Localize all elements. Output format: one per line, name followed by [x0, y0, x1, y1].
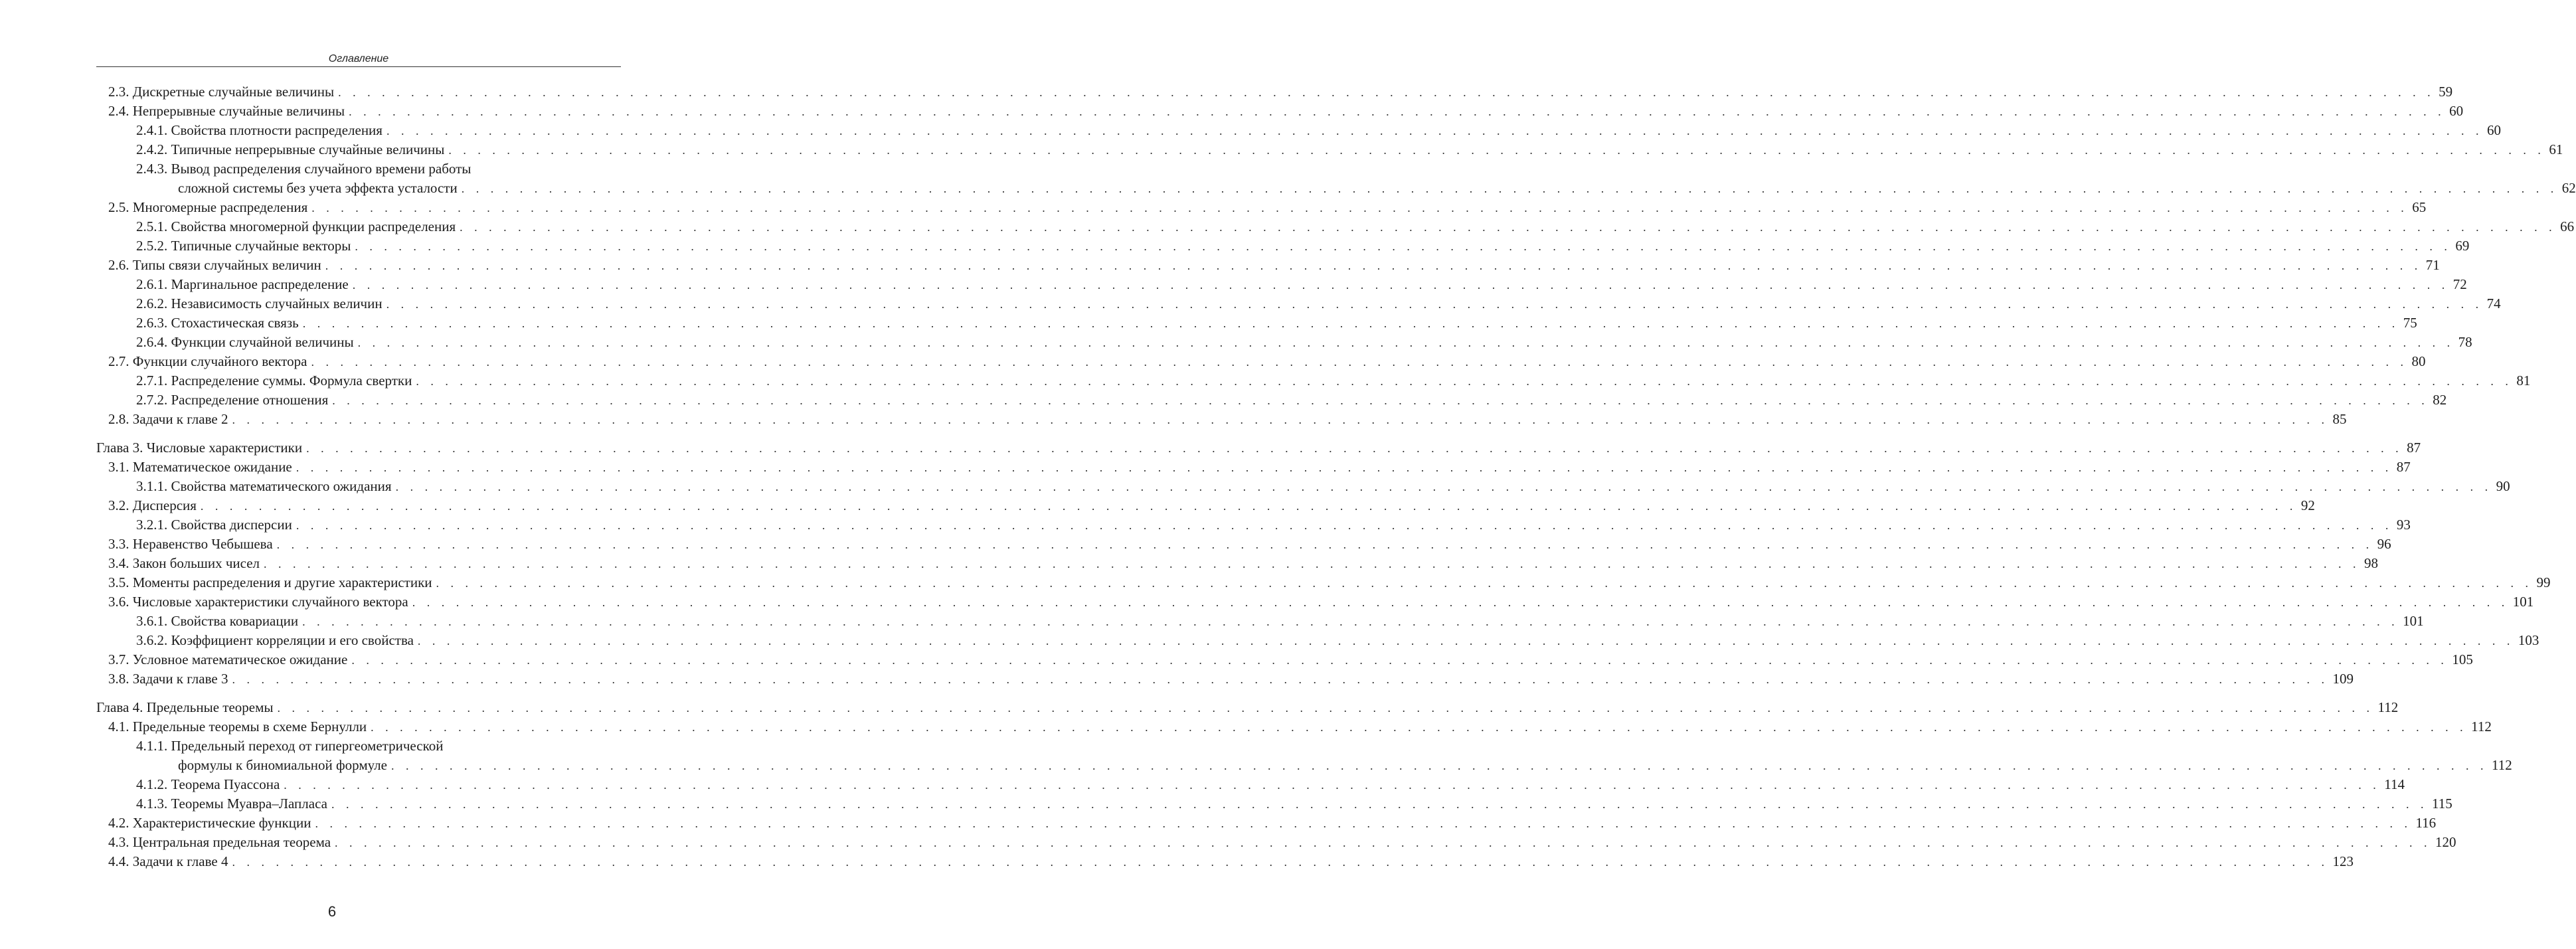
toc-entry[interactable]	[0, 313, 2417, 333]
page-number: 6	[327, 903, 337, 920]
toc-entry-title: 3.3. Неравенство Чебышева	[108, 536, 273, 552]
toc-entry-page: 101	[2512, 594, 2534, 610]
toc-entry[interactable]	[0, 275, 2467, 294]
toc-entry-page: 62	[2561, 180, 2576, 196]
toc-entry-page: 112	[2491, 757, 2512, 773]
toc-entry-title: Глава 3. Числовые характеристики	[96, 440, 303, 456]
toc-entry-page: 80	[2411, 353, 2426, 369]
toc-entry-page: 99	[2536, 574, 2551, 590]
running-header-title: Оглавление	[328, 53, 389, 64]
toc-leader: . . . . . . . . . . . . . . . . . . . . . . . . . . . . . . . . . . . . . . . . . . . . . . . . . . . . . . . . . . . . . . . . . . . . . . . . . . . . . . . . . . . . . . . . . . . . . . . . . . . . . . . . . . . . . . . . . . . . . . . . . . . . . . . . . . . . . . . . . . . . . . . .	[284, 778, 2381, 792]
toc-leader: . . . . . . . . . . . . . . . . . . . . . . . . . . . . . . . . . . . . . . . . . . . . . . . . . . . . . . . . . . . . . . . . . . . . . . . . . . . . . . . . . . . . . . . . . . . . . . . . . . . . . . . . . . . . . . . . . . . . . . . . . . . . . . . . . . . . . . . . . . . . . . . .	[390, 759, 2488, 772]
toc-entry-title: Глава 4. Предельные теоремы	[96, 699, 274, 715]
toc-entry-page: 90	[2496, 478, 2510, 494]
toc-leader: . . . . . . . . . . . . . . . . . . . . . . . . . . . . . . . . . . . . . . . . . . . . . . . . . . . . . . . . . . . . . . . . . . . . . . . . . . . . . . . . . . . . . . . . . . . . . . . . . . . . . . . . . . . . . . . . . . . . . . . . . . . . . . . . . . . . . . . . . . . . . . . .	[311, 355, 2408, 369]
toc-entry-page: 93	[2396, 517, 2411, 533]
toc-leader: . . . . . . . . . . . . . . . . . . . . . . . . . . . . . . . . . . . . . . . . . . . . . . . . . . . . . . . . . . . . . . . . . . . . . . . . . . . . . . . . . . . . . . . . . . . . . . . . . . . . . . . . . . . . . . . . . . . . . . . . . . . . . . . . . . . . . . . . . . . . . . . .	[352, 278, 2449, 292]
toc-entry-title: 3.1.1. Свойства математического ожидания	[136, 478, 392, 494]
toc-entry[interactable]	[0, 573, 2551, 592]
toc-entry[interactable]	[0, 736, 2512, 775]
toc-entry-title: 2.6.1. Маргинальное распределение	[136, 276, 349, 292]
toc-entry-title: 2.4.3. Вывод распределения случайного времени работы	[136, 161, 472, 177]
toc-entry-title: 2.6.4. Функции случайной величины	[136, 334, 354, 350]
toc-leader: . . . . . . . . . . . . . . . . . . . . . . . . . . . . . . . . . . . . . . . . . . . . . . . . . . . . . . . . . . . . . . . . . . . . . . . . . . . . . . . . . . . . . . . . . . . . . . . . . . . . . . . . . . . . . . . . . . . . . . . . . . . . . . . . . . . . . . . . . . . . . . . .	[416, 375, 2513, 388]
toc-leader: . . . . . . . . . . . . . . . . . . . . . . . . . . . . . . . . . . . . . . . . . . . . . . . . . . . . . . . . . . . . . . . . . . . . . . . . . . . . . . . . . . . . . . . . . . . . . . . . . . . . . . . . . . . . . . . . . . . . . . . . . . . . . . . . . . . . . . . . . . . . . . . .	[386, 124, 2483, 137]
toc-leader: . . . . . . . . . . . . . . . . . . . . . . . . . . . . . . . . . . . . . . . . . . . . . . . . . . . . . . . . . . . . . . . . . . . . . . . . . . . . . . . . . . . . . . . . . . . . . . . . . . . . . . . . . . . . . . . . . . . . . . . . . . . . . . . . . . . . . . . . . . . . . . . .	[325, 259, 2422, 272]
toc-entry[interactable]	[0, 554, 2379, 573]
toc-entry-page: 101	[2403, 613, 2424, 629]
toc-entry-title: 2.4. Непрерывные случайные величины	[108, 103, 345, 119]
toc-entry-page: 78	[2458, 334, 2472, 350]
toc-entry-page: 85	[2332, 411, 2347, 427]
toc-entry-title: 2.6.3. Стохастическая связь	[136, 315, 299, 331]
toc-entry-page: 123	[2332, 853, 2354, 869]
toc-leader: . . . . . . . . . . . . . . . . . . . . . . . . . . . . . . . . . . . . . . . . . . . . . . . . . . . . . . . . . . . . . . . . . . . . . . . . . . . . . . . . . . . . . . . . . . . . . . . . . . . . . . . . . . . . . . . . . . . . . . . . . . . . . . . . . . . . . . . . . . . . . . . .	[332, 394, 2429, 407]
toc-entry-title: 4.2. Характеристические функции	[108, 815, 311, 831]
toc-entry-title: 4.4. Задачи к главе 4	[108, 853, 228, 869]
toc-leader: . . . . . . . . . . . . . . . . . . . . . . . . . . . . . . . . . . . . . . . . . . . . . . . . . . . . . . . . . . . . . . . . . . . . . . . . . . . . . . . . . . . . . . . . . . . . . . . . . . . . . . . . . . . . . . . . . . . . . . . . . . . . . . . . . . . . . . . . . . . . . . . .	[232, 673, 2329, 686]
toc-entry-page: 61	[2549, 141, 2563, 157]
toc-entry[interactable]	[0, 612, 2424, 631]
toc-leader: . . . . . . . . . . . . . . . . . . . . . . . . . . . . . . . . . . . . . . . . . . . . . . . . . . . . . . . . . . . . . . . . . . . . . . . . . . . . . . . . . . . . . . . . . . . . . . . . . . . . . . . . . . . . . . . . . . . . . . . . . . . . . . . . . . . . . . . . . . . . . . . .	[436, 576, 2533, 590]
chapter-gap	[0, 429, 664, 438]
toc-entry-page: 103	[2518, 632, 2539, 648]
toc-leader: . . . . . . . . . . . . . . . . . . . . . . . . . . . . . . . . . . . . . . . . . . . . . . . . . . . . . . . . . . . . . . . . . . . . . . . . . . . . . . . . . . . . . . . . . . . . . . . . . . . . . . . . . . . . . . . . . . . . . . . . . . . . . . . . . . . . . . . . . . . . . . . .	[335, 836, 2432, 849]
toc-entry-page: 81	[2516, 373, 2531, 388]
toc-entry[interactable]	[0, 631, 2539, 650]
toc-entry-page: 98	[2364, 555, 2379, 571]
toc-entry-page: 87	[2407, 440, 2421, 456]
toc-entry[interactable]	[0, 458, 2411, 477]
toc-entry-page: 109	[2332, 671, 2354, 687]
toc-entry-title: 3.8. Задачи к главе 3	[108, 671, 228, 687]
toc-entry-page: 74	[2486, 296, 2501, 311]
toc-leader: . . . . . . . . . . . . . . . . . . . . . . . . . . . . . . . . . . . . . . . . . . . . . . . . . . . . . . . . . . . . . . . . . . . . . . . . . . . . . . . . . . . . . . . . . . . . . . . . . . . . . . . . . . . . . . . . . . . . . . . . . . . . . . . . . . . . . . . . . . . . . . . .	[448, 143, 2545, 157]
toc-entry-page: 69	[2455, 238, 2470, 254]
toc-entry[interactable]	[0, 669, 2354, 689]
toc-entry-page: 92	[2300, 497, 2315, 513]
toc-entry-page: 105	[2452, 651, 2473, 667]
toc-leader: . . . . . . . . . . . . . . . . . . . . . . . . . . . . . . . . . . . . . . . . . . . . . . . . . . . . . . . . . . . . . . . . . . . . . . . . . . . . . . . . . . . . . . . . . . . . . . . . . . . . . . . . . . . . . . . . . . . . . . . . . . . . . . . . . . . . . . . . . . . . . . . .	[395, 480, 2492, 493]
toc-entry-title: 2.4.2. Типичные непрерывные случайные величины	[136, 141, 445, 157]
toc-entry-page: 112	[2377, 699, 2399, 715]
toc-entry-title: 2.3. Дискретные случайные величины	[108, 84, 335, 100]
toc-entry-page: 71	[2425, 257, 2440, 273]
running-header	[96, 53, 621, 67]
toc-leader: . . . . . . . . . . . . . . . . . . . . . . . . . . . . . . . . . . . . . . . . . . . . . . . . . . . . . . . . . . . . . . . . . . . . . . . . . . . . . . . . . . . . . . . . . . . . . . . . . . . . . . . . . . . . . . . . . . . . . . . . . . . . . . . . . . . . . . . . . . . . . . . .	[355, 240, 2452, 253]
toc-leader: . . . . . . . . . . . . . . . . . . . . . . . . . . . . . . . . . . . . . . . . . . . . . . . . . . . . . . . . . . . . . . . . . . . . . . . . . . . . . . . . . . . . . . . . . . . . . . . . . . . . . . . . . . . . . . . . . . . . . . . . . . . . . . . . . . . . . . . . . . . . . . . .	[296, 519, 2393, 532]
toc-entry[interactable]	[0, 82, 2453, 102]
toc-entry[interactable]	[0, 477, 2510, 496]
toc-entry-title: 3.2.1. Свойства дисперсии	[136, 517, 292, 533]
toc-entry-title: 2.5.2. Типичные случайные векторы	[136, 238, 351, 254]
toc-entry-title: 2.4.1. Свойства плотности распределения	[136, 122, 383, 138]
toc-entry[interactable]	[0, 236, 2470, 256]
toc-leader: . . . . . . . . . . . . . . . . . . . . . . . . . . . . . . . . . . . . . . . . . . . . . . . . . . . . . . . . . . . . . . . . . . . . . . . . . . . . . . . . . . . . . . . . . . . . . . . . . . . . . . . . . . . . . . . . . . . . . . . . . . . . . . . . . . . . . . . . . . . . . . . .	[302, 615, 2399, 628]
toc-entry[interactable]	[0, 198, 2427, 217]
toc-leader: . . . . . . . . . . . . . . . . . . . . . . . . . . . . . . . . . . . . . . . . . . . . . . . . . . . . . . . . . . . . . . . . . . . . . . . . . . . . . . . . . . . . . . . . . . . . . . . . . . . . . . . . . . . . . . . . . . . . . . . . . . . . . . . . . . . . . . . . . . . . . . . .	[412, 596, 2509, 609]
toc-entry-title: 3.6.2. Коэффициент корреляции и его свойства	[136, 632, 414, 648]
toc-entry-page: 96	[2377, 536, 2391, 552]
toc-leader: . . . . . . . . . . . . . . . . . . . . . . . . . . . . . . . . . . . . . . . . . . . . . . . . . . . . . . . . . . . . . . . . . . . . . . . . . . . . . . . . . . . . . . . . . . . . . . . . . . . . . . . . . . . . . . . . . . . . . . . . . . . . . . . . . . . . . . . . . . . . . . . .	[460, 220, 2557, 234]
toc-entry-page: 66	[2560, 218, 2575, 234]
toc-entry-title: 4.3. Центральная предельная теорема	[108, 834, 331, 850]
toc-entry[interactable]	[0, 121, 2501, 140]
toc-entry[interactable]	[0, 140, 2563, 159]
toc-entry[interactable]	[0, 592, 2534, 612]
toc-leader: . . . . . . . . . . . . . . . . . . . . . . . . . . . . . . . . . . . . . . . . . . . . . . . . . . . . . . . . . . . . . . . . . . . . . . . . . . . . . . . . . . . . . . . . . . . . . . . . . . . . . . . . . . . . . . . . . . . . . . . . . . . . . . . . . . . . . . . . . . . . . . . .	[200, 499, 2297, 513]
toc-leader: . . . . . . . . . . . . . . . . . . . . . . . . . . . . . . . . . . . . . . . . . . . . . . . . . . . . . . . . . . . . . . . . . . . . . . . . . . . . . . . . . . . . . . . . . . . . . . . . . . . . . . . . . . . . . . . . . . . . . . . . . . . . . . . . . . . . . . . . . . . . . . . .	[315, 817, 2412, 830]
toc-entry[interactable]	[0, 794, 2452, 814]
toc-entry[interactable]	[0, 352, 2426, 371]
toc-entry-page: 82	[2433, 392, 2447, 408]
toc-entry[interactable]	[0, 650, 2473, 669]
toc-entry-title: 3.5. Моменты распределения и другие характеристики	[108, 574, 432, 590]
toc-entry-page: 115	[2431, 796, 2452, 812]
toc-leader: . . . . . . . . . . . . . . . . . . . . . . . . . . . . . . . . . . . . . . . . . . . . . . . . . . . . . . . . . . . . . . . . . . . . . . . . . . . . . . . . . . . . . . . . . . . . . . . . . . . . . . . . . . . . . . . . . . . . . . . . . . . . . . . . . . . . . . . . . . . . . . . .	[302, 317, 2399, 330]
toc-entry-title: 2.8. Задачи к главе 2	[108, 411, 228, 427]
toc-entry-title: 3.7. Условное математическое ожидание	[108, 651, 348, 667]
toc-leader: . . . . . . . . . . . . . . . . . . . . . . . . . . . . . . . . . . . . . . . . . . . . . . . . . . . . . . . . . . . . . . . . . . . . . . . . . . . . . . . . . . . . . . . . . . . . . . . . . . . . . . . . . . . . . . . . . . . . . . . . . . . . . . . . . . . . . . . . . . . . . . . .	[417, 634, 2514, 647]
toc-entry-title: 2.7.2. Распределение отношения	[136, 392, 329, 408]
toc-leader: . . . . . . . . . . . . . . . . . . . . . . . . . . . . . . . . . . . . . . . . . . . . . . . . . . . . . . . . . . . . . . . . . . . . . . . . . . . . . . . . . . . . . . . . . . . . . . . . . . . . . . . . . . . . . . . . . . . . . . . . . . . . . . . . . . . . . . . . . . . . . . . .	[277, 701, 2374, 715]
toc-entry-page: 72	[2452, 276, 2467, 292]
toc-leader: . . . . . . . . . . . . . . . . . . . . . . . . . . . . . . . . . . . . . . . . . . . . . . . . . . . . . . . . . . . . . . . . . . . . . . . . . . . . . . . . . . . . . . . . . . . . . . . . . . . . . . . . . . . . . . . . . . . . . . . . . . . . . . . . . . . . . . . . . . . . . . . .	[306, 442, 2403, 455]
toc-leader: . . . . . . . . . . . . . . . . . . . . . . . . . . . . . . . . . . . . . . . . . . . . . . . . . . . . . . . . . . . . . . . . . . . . . . . . . . . . . . . . . . . . . . . . . . . . . . . . . . . . . . . . . . . . . . . . . . . . . . . . . . . . . . . . . . . . . . . . . . . . . . . .	[357, 336, 2454, 349]
toc-entry[interactable]	[0, 256, 2440, 275]
toc-leader: . . . . . . . . . . . . . . . . . . . . . . . . . . . . . . . . . . . . . . . . . . . . . . . . . . . . . . . . . . . . . . . . . . . . . . . . . . . . . . . . . . . . . . . . . . . . . . . . . . . . . . . . . . . . . . . . . . . . . . . . . . . . . . . . . . . . . . . . . . . . . . . .	[264, 557, 2361, 570]
toc-entry[interactable]	[0, 515, 2411, 535]
toc-entry-page: 60	[2449, 103, 2464, 119]
toc-entry-page: 112	[2471, 719, 2492, 734]
toc-entry[interactable]	[0, 410, 2347, 429]
toc-leader: . . . . . . . . . . . . . . . . . . . . . . . . . . . . . . . . . . . . . . . . . . . . . . . . . . . . . . . . . . . . . . . . . . . . . . . . . . . . . . . . . . . . . . . . . . . . . . . . . . . . . . . . . . . . . . . . . . . . . . . . . . . . . . . . . . . . . . . . . . . . . . . .	[371, 721, 2468, 734]
toc-entry-page: 75	[2403, 315, 2417, 331]
toc-entry-page: 87	[2396, 459, 2411, 475]
toc-leader: . . . . . . . . . . . . . . . . . . . . . . . . . . . . . . . . . . . . . . . . . . . . . . . . . . . . . . . . . . . . . . . . . . . . . . . . . . . . . . . . . . . . . . . . . . . . . . . . . . . . . . . . . . . . . . . . . . . . . . . . . . . . . . . . . . . . . . . . . . . . . . . .	[338, 86, 2435, 99]
toc-leader: . . . . . . . . . . . . . . . . . . . . . . . . . . . . . . . . . . . . . . . . . . . . . . . . . . . . . . . . . . . . . . . . . . . . . . . . . . . . . . . . . . . . . . . . . . . . . . . . . . . . . . . . . . . . . . . . . . . . . . . . . . . . . . . . . . . . . . . . . . . . . . . .	[232, 413, 2329, 426]
toc-entry-title: 2.5.1. Свойства многомерной функции распределения	[136, 218, 456, 234]
toc-entry[interactable]	[0, 814, 2437, 833]
toc-entry[interactable]	[0, 717, 2492, 736]
toc-entry-title: 3.1. Математическое ожидание	[108, 459, 292, 475]
toc-entry-title: 4.1. Предельные теоремы в схеме Бернулли	[108, 719, 367, 734]
toc-leader: . . . . . . . . . . . . . . . . . . . . . . . . . . . . . . . . . . . . . . . . . . . . . . . . . . . . . . . . . . . . . . . . . . . . . . . . . . . . . . . . . . . . . . . . . . . . . . . . . . . . . . . . . . . . . . . . . . . . . . . . . . . . . . . . . . . . . . . . . . . . . . . .	[386, 298, 2483, 311]
toc-leader: . . . . . . . . . . . . . . . . . . . . . . . . . . . . . . . . . . . . . . . . . . . . . . . . . . . . . . . . . . . . . . . . . . . . . . . . . . . . . . . . . . . . . . . . . . . . . . . . . . . . . . . . . . . . . . . . . . . . . . . . . . . . . . . . . . . . . . . . . . . . . . . .	[296, 461, 2393, 474]
toc-leader: . . . . . . . . . . . . . . . . . . . . . . . . . . . . . . . . . . . . . . . . . . . . . . . . . . . . . . . . . . . . . . . . . . . . . . . . . . . . . . . . . . . . . . . . . . . . . . . . . . . . . . . . . . . . . . . . . . . . . . . . . . . . . . . . . . . . . . . . . . . . . . . .	[349, 105, 2446, 118]
toc-entry[interactable]	[0, 390, 2447, 410]
chapter-gap	[0, 689, 664, 698]
toc-entry-title: 3.6.1. Свойства ковариации	[136, 613, 299, 629]
toc-leader: . . . . . . . . . . . . . . . . . . . . . . . . . . . . . . . . . . . . . . . . . . . . . . . . . . . . . . . . . . . . . . . . . . . . . . . . . . . . . . . . . . . . . . . . . . . . . . . . . . . . . . . . . . . . . . . . . . . . . . . . . . . . . . . . . . . . . . . . . . . . . . . .	[351, 653, 2448, 667]
toc-entry[interactable]	[0, 333, 2472, 352]
toc-entry[interactable]	[0, 852, 2354, 871]
toc-leader: . . . . . . . . . . . . . . . . . . . . . . . . . . . . . . . . . . . . . . . . . . . . . . . . . . . . . . . . . . . . . . . . . . . . . . . . . . . . . . . . . . . . . . . . . . . . . . . . . . . . . . . . . . . . . . . . . . . . . . . . . . . . . . . . . . . . . . . . . . . . . . . .	[276, 538, 2373, 551]
toc-entry[interactable]	[0, 775, 2405, 794]
table-of-contents	[0, 82, 2576, 871]
toc-entry-page: 120	[2435, 834, 2456, 850]
toc-entry-title: 3.6. Числовые характеристики случайного вектора	[108, 594, 408, 610]
toc-entry[interactable]	[0, 102, 2464, 121]
toc-entry-page: 59	[2439, 84, 2453, 100]
toc-leader: . . . . . . . . . . . . . . . . . . . . . . . . . . . . . . . . . . . . . . . . . . . . . . . . . . . . . . . . . . . . . . . . . . . . . . . . . . . . . . . . . . . . . . . . . . . . . . . . . . . . . . . . . . . . . . . . . . . . . . . . . . . . . . . . . . . . . . . . . . . . . . . .	[232, 855, 2329, 869]
toc-entry-title: 3.4. Закон больших чисел	[108, 555, 260, 571]
toc-entry-page: 65	[2412, 199, 2427, 215]
toc-entry[interactable]	[0, 294, 2501, 313]
toc-entry-title: 4.1.1. Предельный переход от гипергеометрической	[136, 738, 444, 754]
toc-entry[interactable]	[0, 217, 2575, 236]
toc-entry-title: 2.6.2. Независимость случайных величин	[136, 296, 383, 311]
toc-entry[interactable]	[0, 371, 2531, 390]
toc-chapter-entry[interactable]	[0, 698, 2399, 717]
toc-entry-title: 2.7.1. Распределение суммы. Формула свертки	[136, 373, 412, 388]
toc-entry-title-continued: сложной системы без учета эффекта усталости	[178, 180, 458, 196]
toc-entry-title-continued: формулы к биномиальной формуле	[178, 757, 387, 773]
toc-entry-title: 2.5. Многомерные распределения	[108, 199, 308, 215]
toc-entry-page: 60	[2486, 122, 2501, 138]
toc-entry[interactable]	[0, 535, 2391, 554]
toc-entry[interactable]	[0, 496, 2315, 515]
toc-entry-title: 2.6. Типы связи случайных величин	[108, 257, 321, 273]
toc-leader: . . . . . . . . . . . . . . . . . . . . . . . . . . . . . . . . . . . . . . . . . . . . . . . . . . . . . . . . . . . . . . . . . . . . . . . . . . . . . . . . . . . . . . . . . . . . . . . . . . . . . . . . . . . . . . . . . . . . . . . . . . . . . . . . . . . . . . . . . . . . . . . .	[311, 201, 2409, 215]
toc-entry-title: 4.1.2. Теорема Пуассона	[136, 776, 280, 792]
toc-entry-title: 2.7. Функции случайного вектора	[108, 353, 307, 369]
toc-entry-title: 4.1.3. Теоремы Муавра–Лапласа	[136, 796, 327, 812]
toc-entry[interactable]	[0, 833, 2456, 852]
toc-entry-page: 116	[2415, 815, 2437, 831]
toc-leader: . . . . . . . . . . . . . . . . . . . . . . . . . . . . . . . . . . . . . . . . . . . . . . . . . . . . . . . . . . . . . . . . . . . . . . . . . . . . . . . . . . . . . . . . . . . . . . . . . . . . . . . . . . . . . . . . . . . . . . . . . . . . . . . . . . . . . . . . . . . . . . . .	[461, 182, 2558, 195]
toc-entry-title: 3.2. Дисперсия	[108, 497, 197, 513]
toc-leader: . . . . . . . . . . . . . . . . . . . . . . . . . . . . . . . . . . . . . . . . . . . . . . . . . . . . . . . . . . . . . . . . . . . . . . . . . . . . . . . . . . . . . . . . . . . . . . . . . . . . . . . . . . . . . . . . . . . . . . . . . . . . . . . . . . . . . . . . . . . . . . . .	[331, 798, 2428, 811]
toc-entry[interactable]	[0, 159, 2576, 198]
toc-chapter-entry[interactable]	[0, 438, 2421, 458]
toc-entry-page: 114	[2384, 776, 2405, 792]
